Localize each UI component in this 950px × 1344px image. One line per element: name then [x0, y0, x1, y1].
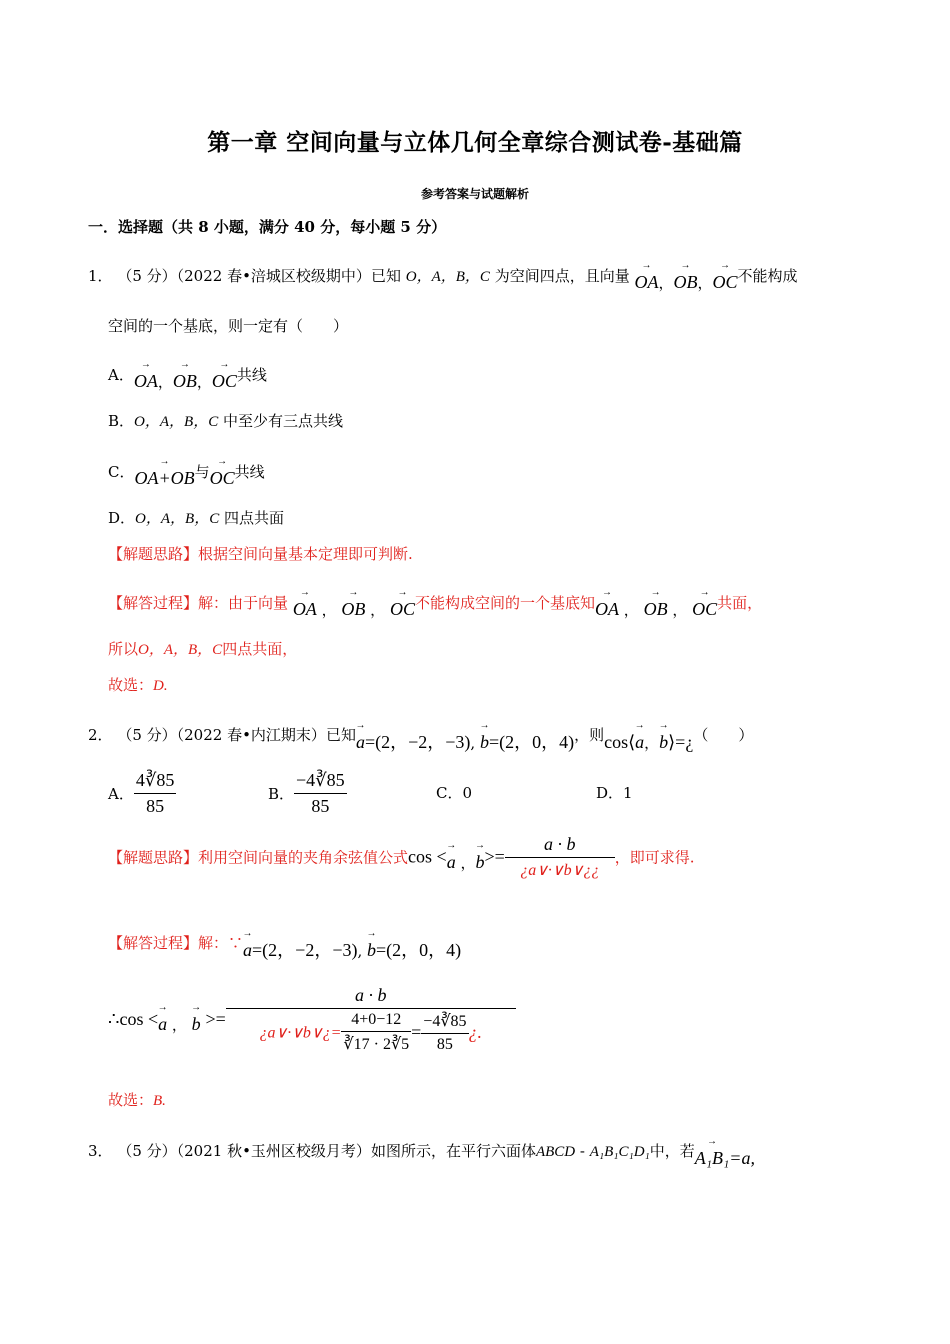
q2-a-eq: =(2，−2，−3) — [364, 732, 471, 752]
q1-proc-vec-oc: → OC — [390, 589, 415, 620]
q2-option-b-num: −4∛85 — [294, 770, 347, 794]
q3-stem — [88, 1130, 755, 1168]
q2-thinking-frac — [505, 834, 615, 880]
q1-comma: ， — [623, 601, 639, 619]
q2-der-frac — [226, 985, 516, 1054]
q2-stem-a: 已知 — [325, 726, 356, 744]
q2-vec-a: → a — [356, 722, 365, 753]
q3-score: （5 分） — [117, 1142, 177, 1160]
q2-proc-vec-a: → a — [243, 930, 252, 961]
q1-option-a — [108, 354, 267, 391]
q1-so-points: O，A，B，C — [138, 642, 223, 658]
q2-answer-prefix: 故选： — [108, 1091, 154, 1109]
q1-process-b: 不能构成空间的一个基底知 — [414, 594, 595, 612]
q1-option-b-label: B． — [108, 412, 135, 430]
q1-option-a-label: A． — [108, 366, 134, 384]
q2-process: 【解答过程】解：∵→ a=(2，−2，−3), → b=(2，0，4) — [108, 922, 461, 954]
q1-stem-line2: 空间的一个基底，则一定有（ ） — [108, 317, 349, 335]
q2-option-d: D．1 — [596, 784, 633, 802]
label-thinking: 【解题思路】 — [108, 848, 199, 867]
q2-score: （5 分） — [117, 726, 177, 744]
q2-der-res-frac — [421, 1011, 468, 1054]
q2-answer — [108, 1089, 166, 1110]
q1-conclusion — [108, 638, 297, 659]
q1-process-c: 共面， — [717, 594, 763, 612]
q3-eq-a: =a, — [729, 1148, 755, 1168]
q2-vec-b: → b — [480, 722, 489, 753]
q2-der-frac-num: a · b — [226, 985, 516, 1009]
label-thinking: 【解题思路】 — [108, 545, 199, 563]
q1-option-c — [108, 451, 265, 488]
q3-stem-a: 如图所示，在平行六面体 — [370, 1142, 536, 1160]
q2-number: 2． — [88, 726, 113, 744]
q2-option-a — [108, 770, 176, 817]
q1-comma: ， — [196, 373, 212, 391]
q1-stem-b: 为空间四点，且向量 — [494, 267, 630, 285]
q3-stem-b: 中，若 — [649, 1142, 695, 1160]
q3-solid-sep: - — [575, 1142, 590, 1160]
page-title: 第一章 空间向量与立体几何全章综合测试卷-基础篇 — [207, 129, 743, 156]
q2-der-gteq: >= — [205, 1009, 226, 1029]
q1-so-tail: 四点共面， — [222, 640, 298, 658]
q2-proc-vec-b: → b — [367, 930, 376, 961]
q1-proc-vec-ob2: → OB — [644, 589, 668, 620]
q2-thinking-a: 利用空间向量的夹角余弦值公式 — [198, 848, 409, 867]
q1-opta-vec-oc: → OC — [212, 361, 237, 392]
section-heading: 一．选择题（共 8 小题，满分 40 分，每小题 5 分） — [88, 218, 447, 236]
q2-th-vec-a: → a — [447, 842, 456, 873]
label-process: 【解答过程】 — [108, 594, 199, 612]
q2-der-inner-num: 4+0−12 — [341, 1011, 411, 1032]
q2-der-vec-b: → b — [192, 1004, 201, 1035]
q2-option-b — [268, 770, 347, 817]
q2-thinking-cos: cos < — [408, 846, 447, 867]
q2-b-eq: =(2，0，4) — [488, 732, 575, 752]
q1-option-d-label: D． — [108, 509, 136, 527]
q2-proc-b-eq: =(2，0，4) — [376, 940, 462, 960]
q1-option-c-tail: 共线 — [234, 463, 265, 481]
q1-thinking-text: 根据空间向量基本定理即可判断. — [198, 545, 413, 563]
label-process: 【解答过程】 — [108, 934, 199, 952]
q1-proc-vec-oc2: → OC — [692, 589, 717, 620]
q2-thinking-frac-den: ¿a∨·∨b∨¿¿ — [520, 862, 600, 879]
q2-answer-value: B. — [153, 1093, 166, 1109]
q1-answer — [108, 674, 168, 695]
q2-cos-mid: ， — [644, 734, 660, 752]
q2-der-res-num: −4∛85 — [421, 1011, 468, 1034]
q2-option-a-frac — [134, 770, 176, 817]
q1-proc-vec-ob: → OB — [341, 589, 365, 620]
q2-cos-vec-b: → b — [659, 722, 668, 753]
q1-option-b-text: 中至少有三点共线 — [222, 412, 343, 430]
q1-optc-vec-sum: → OA+OB — [134, 458, 194, 489]
q1-option-b-points: O，A，B，C — [134, 414, 219, 430]
q2-thinking-b: ，即可求得. — [614, 848, 695, 867]
q1-comma: ， — [370, 601, 386, 619]
q1-number: 1． — [88, 267, 113, 285]
q2-thinking-frac-num: a · b — [505, 834, 615, 858]
q3-source: （2021 秋•玉州区校级月考） — [176, 1142, 371, 1160]
q1-score: （5 分） — [117, 267, 177, 285]
q1-stem — [88, 255, 798, 292]
q2-option-b-label: B． — [268, 785, 295, 803]
page-subtitle: 参考答案与试题解析 — [420, 187, 529, 201]
q1-option-a-tail: 共线 — [236, 366, 267, 384]
q2-process-a: 解：∵ — [198, 934, 244, 952]
q2-der-vec-a: → a — [158, 1004, 167, 1035]
q1-vec-ob: → OB — [674, 262, 698, 293]
q1-answer-value: D. — [153, 678, 168, 694]
q1-comma: ， — [157, 373, 173, 391]
q2-stem-b: ，则 — [574, 726, 605, 744]
q1-comma: ， — [321, 601, 337, 619]
q2-der-inner-den: ∛17 · 2∛5 — [343, 1036, 410, 1053]
q1-stem-a: 已知 — [370, 267, 401, 285]
q2-cos-end: ⟩=¿ — [668, 732, 694, 752]
q2-option-a-den: 85 — [146, 796, 165, 816]
q1-stem-c: 不能构成 — [737, 267, 798, 285]
q2-thinking-gteq: >= — [484, 846, 505, 867]
q1-opta-vec-ob: → OB — [173, 361, 197, 392]
q1-option-b — [108, 410, 343, 431]
q1-answer-prefix: 故选： — [108, 676, 154, 694]
q1-option-d-text: 四点共面 — [223, 509, 284, 527]
q1-process — [108, 582, 763, 619]
q1-so: 所以 — [108, 640, 139, 658]
q2-cos: cos⟨ — [604, 732, 636, 752]
q2-stem: 2． （5 分）（2022 春•内江期末）已知→ a=(2，−2，−3), → b=(2，0，4)，则cos⟨→ a，→ b⟩=¿（ ） — [88, 714, 753, 746]
q3-vec-a1b1: → A₁B₁ — [695, 1138, 730, 1169]
q1-optc-vec-oc: → OC — [210, 458, 235, 489]
q1-vec-oa: → OA — [634, 262, 658, 293]
q2-option-a-num: 4∛85 — [134, 770, 176, 794]
q3-solid-a: ABCD — [535, 1144, 576, 1160]
q2-option-b-frac — [294, 770, 347, 817]
q2-der-frac-den — [226, 1009, 516, 1054]
q1-comma: ， — [672, 601, 688, 619]
q3-solid-b: A₁B₁C₁D₁ — [589, 1144, 650, 1160]
q2-der-tail: ¿. — [468, 1022, 483, 1042]
q1-proc-vec-oa: → OA — [293, 589, 317, 620]
q1-option-d — [108, 507, 284, 528]
q2-option-b-den: 85 — [311, 796, 330, 816]
q2-option-a-label: A． — [108, 785, 134, 803]
q2-der-eq: = — [411, 1022, 422, 1042]
q2-proc-a-eq: =(2，−2，−3) — [252, 940, 358, 960]
q1-process-a: 解：由于向量 — [198, 594, 289, 612]
q1-option-c-with: 与 — [194, 463, 210, 481]
q1-source: （2022 春•涪城区校级期中） — [176, 267, 371, 285]
q1-comma: ， — [658, 274, 674, 292]
q1-proc-vec-oa2: → OA — [595, 589, 619, 620]
q1-thinking — [108, 543, 413, 564]
q1-opta-vec-oa: → OA — [134, 361, 158, 392]
q2-cos-vec-a: → a — [635, 722, 644, 753]
q1-comma: ， — [697, 274, 713, 292]
q2-der-inner-frac — [341, 1011, 411, 1054]
q1-option-d-points: O，A，B，C — [135, 511, 220, 527]
q1-option-c-label: C． — [108, 463, 135, 481]
q1-points: O，A，B，C — [405, 269, 490, 285]
q2-therefore: ∴cos < — [108, 1009, 159, 1029]
q2-der-den-a: ¿a∨·∨b∨¿= — [259, 1024, 342, 1042]
q3-number: 3． — [88, 1142, 113, 1160]
q2-der-res-den: 85 — [436, 1036, 453, 1053]
q2-derivation: ∴cos <→ a ， → b >= a · b ¿a∨·∨b∨¿= $\frac{4+0-12}{∛17 \cdot 2∛5}$ = $\frac{-4∛85}{85}$ ¿. — [108, 985, 516, 1054]
q2-source: （2022 春•内江期末） — [176, 726, 326, 744]
q2-option-c: C．0 — [436, 784, 473, 802]
q2-paren: （ ） — [693, 726, 754, 744]
q2-th-vec-b: → b — [475, 842, 484, 873]
q2-thinking: 【解题思路】利用空间向量的夹角余弦值公式cos <→ a ，→ b>= $\frac{a \cdot b}{¿a\vee\cdot\vee b\vee¿¿}$ ，即可求得. — [108, 834, 695, 880]
q1-vec-oc: → OC — [713, 262, 738, 293]
